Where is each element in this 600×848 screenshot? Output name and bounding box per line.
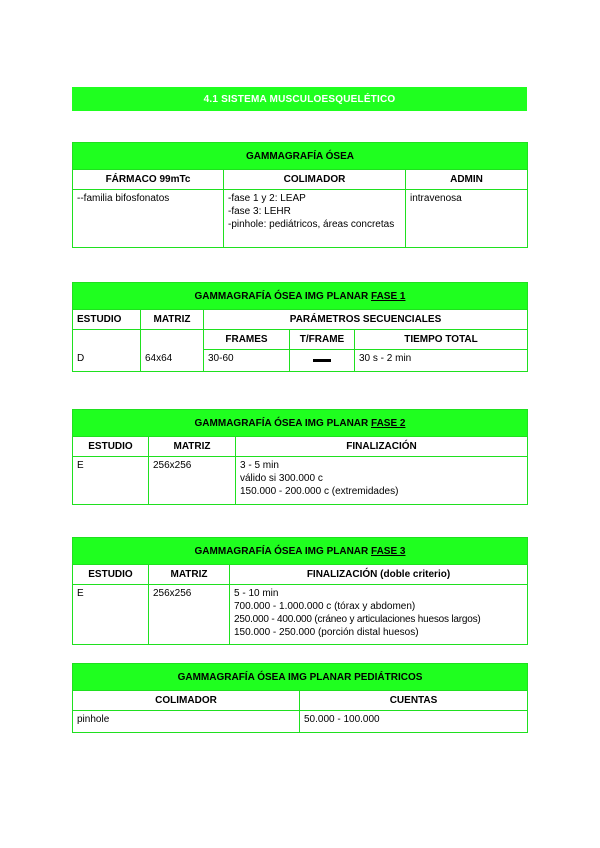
cell-admin: intravenosa [406, 190, 528, 248]
table-title: GAMMAGRAFÍA ÓSEA [73, 143, 528, 170]
table-gammagrafia-osea [72, 142, 528, 248]
header-colimador: COLIMADOR [73, 691, 300, 711]
table-pediatricos [72, 663, 528, 733]
header-parametros: PARÁMETROS SECUENCIALES [204, 310, 528, 330]
cell-cuentas: 50.000 - 100.000 [300, 711, 528, 733]
header-finalizacion: FINALIZACIÓN [236, 437, 528, 457]
title-fase: FASE 3 [371, 545, 406, 557]
header-cuentas: CUENTAS [300, 691, 528, 711]
table-title [73, 410, 528, 437]
header-frames: FRAMES [204, 330, 290, 350]
cell-colimador [224, 190, 406, 248]
header-matriz: MATRIZ [149, 437, 236, 457]
title-prefix: GAMMAGRAFÍA ÓSEA IMG PLANAR [194, 545, 372, 557]
table-fase-1 [72, 282, 528, 372]
table-title: GAMMAGRAFÍA ÓSEA IMG PLANAR PEDIÁTRICOS [73, 664, 528, 691]
header-matriz: MATRIZ [149, 565, 230, 585]
header-colimador: COLIMADOR [224, 170, 406, 190]
colimador-line: -fase 1 y 2: LEAP [228, 193, 306, 204]
header-tframe: T/FRAME [290, 330, 355, 350]
fin-line: 150.000 - 200.000 c (extremidades) [240, 486, 399, 497]
header-tiempo-total: TIEMPO TOTAL [355, 330, 528, 350]
header-farmaco: FÁRMACO 99mTc [73, 170, 224, 190]
cell-matriz: 256x256 [149, 585, 230, 645]
colimador-line: -fase 3: LEHR [228, 206, 291, 217]
cell-matriz: 64x64 [141, 350, 204, 372]
empty-cell [73, 330, 141, 350]
title-prefix: GAMMAGRAFÍA ÓSEA IMG PLANAR [194, 290, 372, 302]
cell-estudio: E [73, 457, 149, 505]
colimador-line: -pinhole: pediátricos, áreas concretas [228, 219, 395, 230]
fin-line: 5 - 10 min [234, 588, 279, 599]
cell-estudio: D [73, 350, 141, 372]
section-title: 4.1 SISTEMA MUSCULOESQUELÉTICO [72, 87, 527, 111]
table-fase-3 [72, 537, 528, 645]
title-fase: FASE 1 [371, 290, 406, 302]
empty-cell [141, 330, 204, 350]
table-title [73, 283, 528, 310]
cell-tframe [290, 350, 355, 372]
fin-line: 150.000 - 250.000 (porción distal huesos) [234, 627, 419, 638]
dash-mark [313, 359, 331, 362]
title-fase: FASE 2 [371, 417, 406, 429]
cell-matriz: 256x256 [149, 457, 236, 505]
fin-line: 250.000 - 400.000 (cráneo y articulaciones huesos largos) [234, 614, 481, 625]
cell-finalizacion [230, 585, 528, 645]
cell-farmaco: --familia bifosfonatos [73, 190, 224, 248]
header-estudio: ESTUDIO [73, 437, 149, 457]
table-fase-2 [72, 409, 528, 505]
cell-estudio: E [73, 585, 149, 645]
fin-line: válido si 300.000 c [240, 473, 323, 484]
cell-frames: 30-60 [204, 350, 290, 372]
table-title [73, 538, 528, 565]
title-prefix: GAMMAGRAFÍA ÓSEA IMG PLANAR [194, 417, 372, 429]
header-finalizacion: FINALIZACIÓN (doble criterio) [230, 565, 528, 585]
fin-line: 700.000 - 1.000.000 c (tórax y abdomen) [234, 601, 416, 612]
header-admin: ADMIN [406, 170, 528, 190]
cell-tiempo-total: 30 s - 2 min [355, 350, 528, 372]
header-estudio: ESTUDIO [73, 565, 149, 585]
cell-colimador: pinhole [73, 711, 300, 733]
header-estudio: ESTUDIO [73, 310, 141, 330]
header-matriz: MATRIZ [141, 310, 204, 330]
fin-line: 3 - 5 min [240, 460, 279, 471]
cell-finalizacion [236, 457, 528, 505]
